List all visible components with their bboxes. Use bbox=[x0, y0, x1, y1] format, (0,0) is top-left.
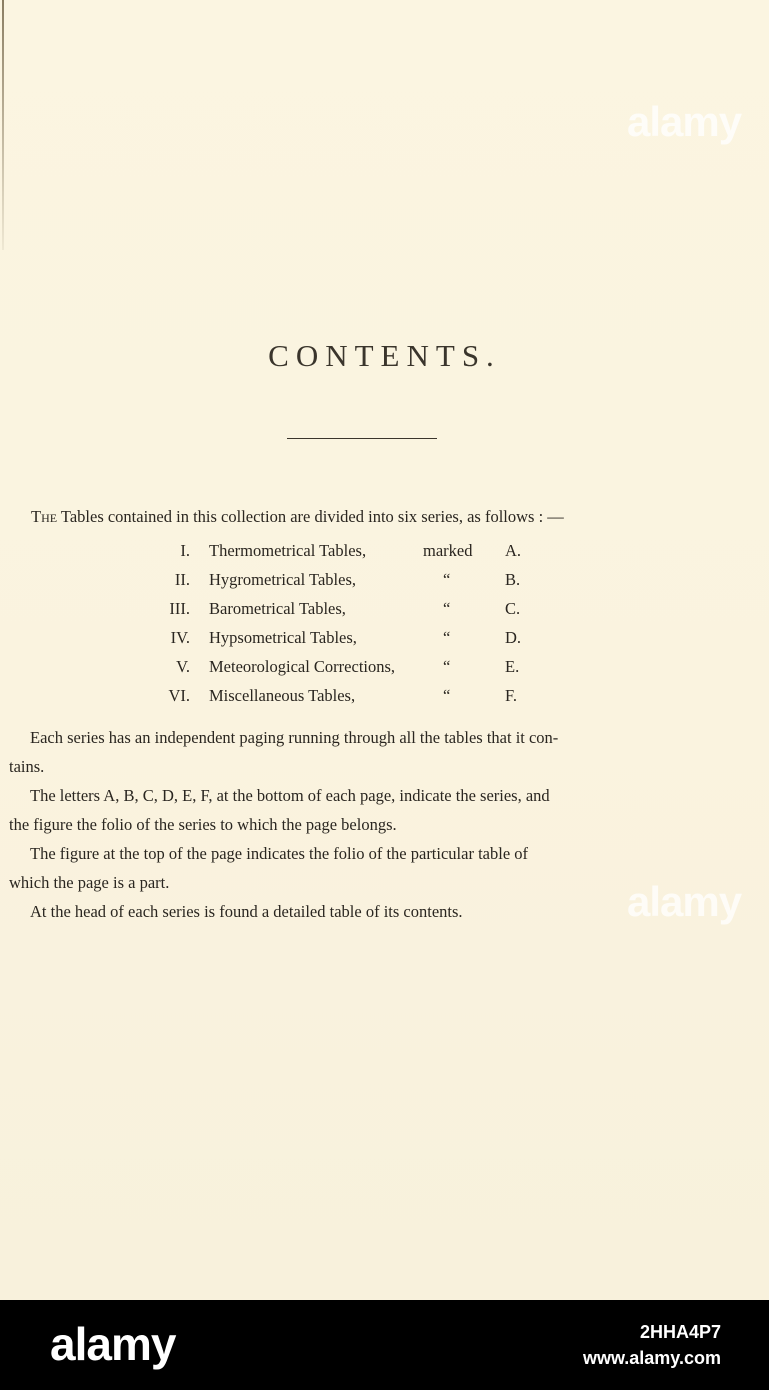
series-ditto: “ bbox=[443, 657, 451, 676]
paragraph-line: At the head of each series is found a detailed table of its contents. bbox=[30, 902, 463, 921]
series-name: Hypsometrical Tables, bbox=[209, 628, 357, 647]
series-ditto: “ bbox=[443, 686, 451, 705]
intro-line bbox=[31, 507, 721, 527]
series-ditto: “ bbox=[443, 599, 451, 618]
paragraph-letters bbox=[9, 781, 711, 839]
paragraph-head bbox=[9, 897, 711, 926]
series-letter: C. bbox=[505, 599, 521, 618]
page-edge-line bbox=[2, 0, 4, 250]
intro-text: Tables contained in this collection are divided into six series, as follows : — bbox=[57, 507, 564, 526]
series-name: Barometrical Tables, bbox=[209, 599, 346, 618]
series-letter: E. bbox=[505, 657, 520, 676]
series-numeral: IV. bbox=[170, 628, 190, 647]
series-letter: D. bbox=[505, 628, 522, 647]
watermark-logo-middle: alamy bbox=[627, 878, 742, 925]
series-ditto: “ bbox=[443, 628, 451, 647]
series-name: Hygrometrical Tables, bbox=[209, 570, 356, 589]
series-name: Miscellaneous Tables, bbox=[209, 686, 356, 705]
intro-lead: The bbox=[31, 507, 58, 526]
paragraph-line: The figure at the top of the page indicates the folio of the particular table of bbox=[30, 844, 529, 863]
series-numeral: VI. bbox=[168, 686, 190, 705]
series-letter: B. bbox=[505, 570, 521, 589]
paragraph-line: the figure the folio of the series to which the page belongs. bbox=[9, 815, 397, 834]
paragraph-line: Each series has an independent paging running through all the tables that it con- bbox=[30, 728, 559, 747]
image-id: 2HHA4P7 bbox=[639, 1322, 721, 1342]
series-name: Meteorological Corrections, bbox=[209, 657, 396, 676]
alamy-logo: alamy bbox=[50, 1318, 176, 1370]
series-numeral: II. bbox=[174, 570, 190, 589]
series-numeral: III. bbox=[169, 599, 190, 618]
paragraph-paging bbox=[9, 723, 711, 781]
series-name: Thermometrical Tables, bbox=[209, 541, 367, 560]
series-marked: marked bbox=[423, 541, 473, 560]
series-letter: A. bbox=[505, 541, 522, 560]
title-rule bbox=[287, 438, 437, 439]
paragraph-line: The letters A, B, C, D, E, F, at the bottom of each page, indicate the series, and bbox=[30, 786, 550, 805]
paragraph-line: which the page is a part. bbox=[9, 873, 170, 892]
series-letter: F. bbox=[505, 686, 517, 705]
paragraph-figure bbox=[9, 839, 711, 897]
site-url: www.alamy.com bbox=[582, 1348, 721, 1368]
series-numeral: V. bbox=[176, 657, 190, 676]
series-numeral: I. bbox=[180, 541, 190, 560]
watermark-logo-top: alamy bbox=[627, 98, 742, 145]
series-ditto: “ bbox=[443, 570, 451, 589]
page-title: CONTENTS. bbox=[268, 338, 501, 373]
paragraph-line: tains. bbox=[9, 757, 45, 776]
